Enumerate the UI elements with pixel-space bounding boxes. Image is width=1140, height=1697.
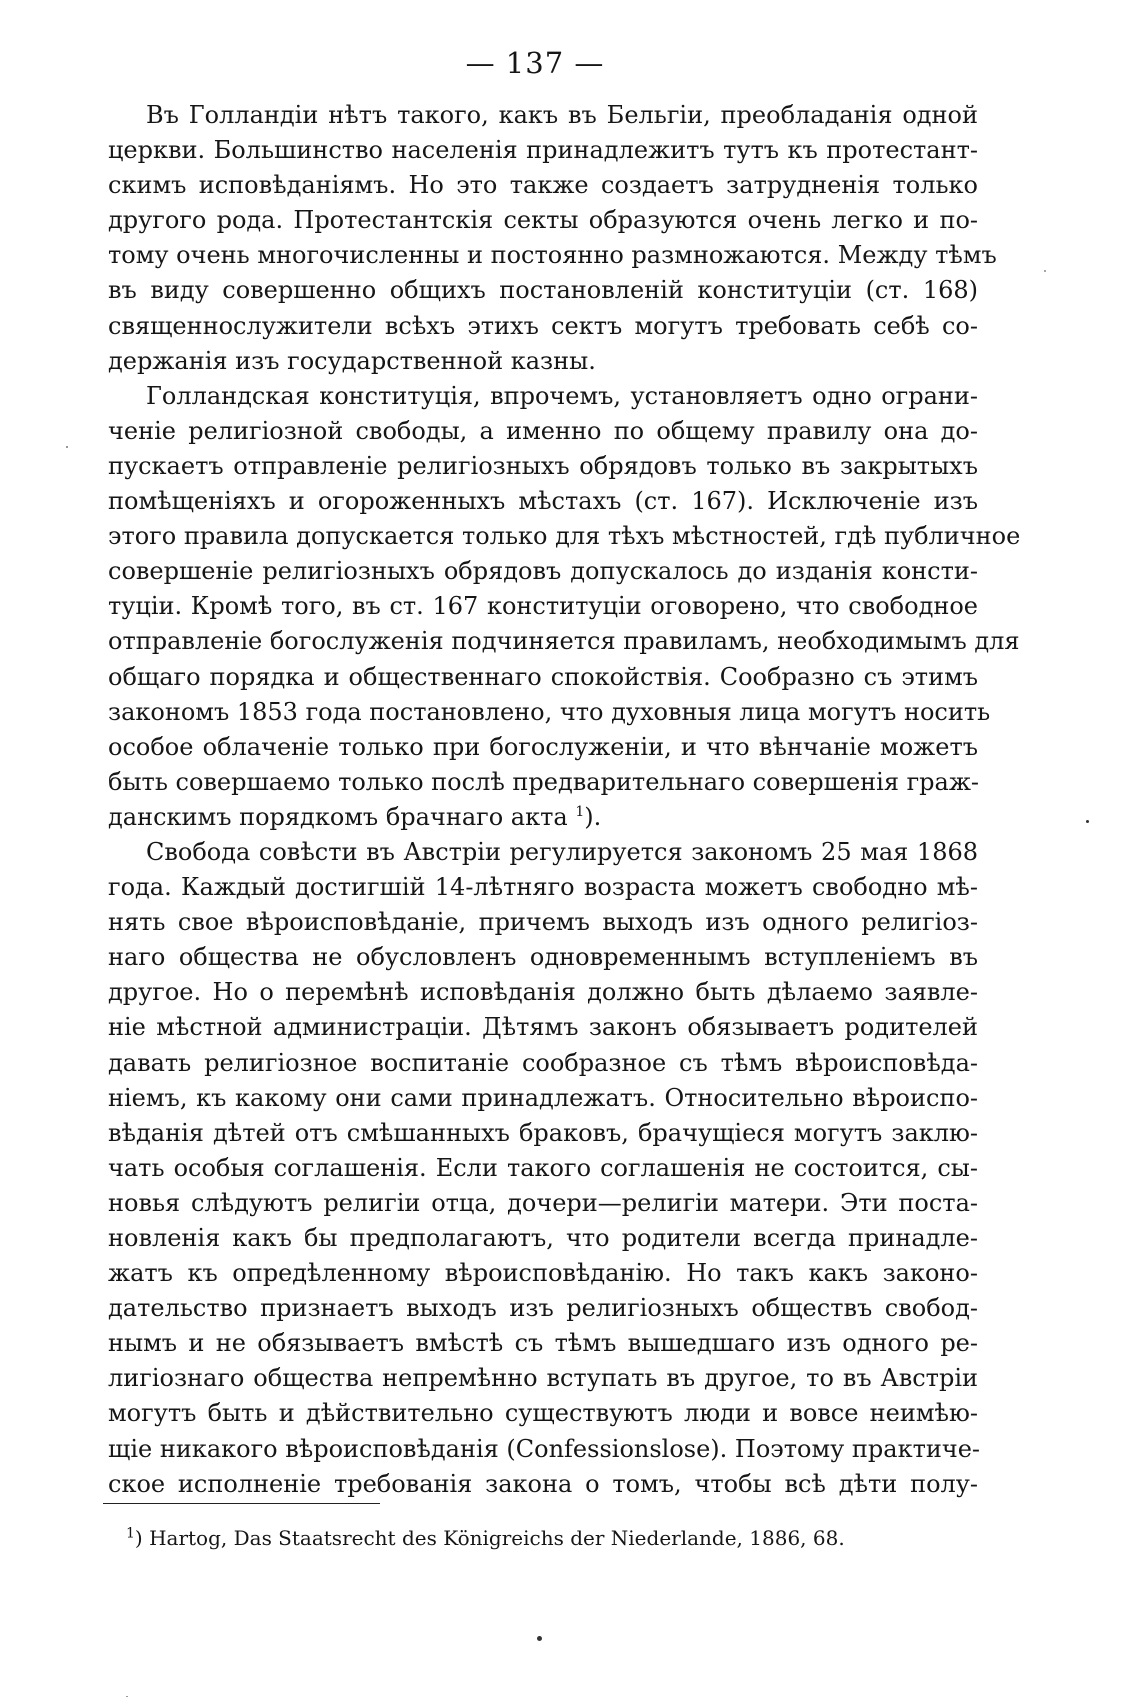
text-line: другое. Но о перемѣнѣ исповѣданія должно быть дѣлаемо заявле-	[108, 978, 978, 1007]
text-line: ніе мѣстной администраціи. Дѣтямъ законъ обязываетъ родителей	[108, 1013, 978, 1042]
text-line: другого рода. Протестантскія секты образуются очень легко и по-	[108, 206, 978, 235]
text-line: закономъ 1853 года постановлено, что духовныя лица могутъ носить	[108, 697, 991, 726]
text-line: нымъ и не обязываетъ вмѣстѣ съ тѣмъ вышедшаго изъ одного ре-	[108, 1329, 978, 1358]
text-line: новленія какъ бы предполагаютъ, что родители всегда принадле-	[108, 1224, 978, 1252]
text-line: этого правила допускается только для тѣхъ мѣстностей, гдѣ публичное	[108, 522, 1021, 551]
text-line: туціи. Кромѣ того, въ ст. 167 конституціи оговорено, что свободное	[108, 592, 978, 621]
text-line: Голландская конституція, впрочемъ, установляетъ одно ограни-	[146, 381, 978, 410]
text-line: нять свое вѣроисповѣданіе, причемъ выходъ изъ одного религіоз-	[108, 908, 978, 937]
text-line: данскимъ порядкомъ брачнаго акта	[108, 802, 568, 831]
text-line: наго общества не обусловленъ одновременнымъ вступленіемъ въ	[108, 943, 978, 972]
text-line: церкви. Большинство населенія принадлежитъ тутъ къ протестант-	[108, 136, 978, 165]
text-line: ченіе религіозной свободы, а именно по общему правилу она до-	[108, 416, 978, 445]
text-line: новья слѣдуютъ религіи отца, дочери—религіи матери. Эти поста-	[108, 1188, 978, 1217]
footnote-marker: 1	[126, 1525, 135, 1542]
text-line: дательство признаетъ выходъ изъ религіозныхъ обществъ свобод-	[108, 1294, 978, 1323]
text-line: общаго порядка и общественнаго спокойствія. Сообразно съ этимъ	[108, 662, 978, 691]
text-line: Свобода совѣсти въ Австріи регулируется закономъ 25 мая 1868	[146, 837, 978, 866]
text-line: особое облаченіе только при богослуженіи, и что вѣнчаніе можетъ	[108, 732, 978, 761]
text-line: священнослужители всѣхъ этихъ сектъ могутъ требовать себѣ со-	[108, 311, 978, 340]
text-line: жатъ къ опредѣленному вѣроисповѣданію. Но такъ какъ законо-	[108, 1259, 978, 1288]
text-line: держанія изъ государственной казны.	[108, 346, 596, 375]
text-line-with-footnote	[108, 800, 978, 835]
text-line: помѣщеніяхъ и огороженныхъ мѣстахъ (ст. 167). Исключеніе изъ	[108, 487, 978, 516]
body-text	[108, 98, 1021, 1502]
footnote-reference: 1	[575, 803, 585, 820]
text-line: ніемъ, къ какому они сами принадлежатъ. Относительно вѣроиспо-	[108, 1083, 978, 1112]
text-line: тому очень многочисленны и постоянно размножаются. Между тѣмъ	[108, 241, 997, 270]
text-line: лигіознаго общества непремѣнно вступать въ другое, то въ Австріи	[108, 1364, 978, 1393]
footnote-divider	[103, 1503, 380, 1504]
scan-speck	[537, 1636, 542, 1641]
scan-speck	[1044, 270, 1046, 272]
text-line: года. Каждый достигшій 14-лѣтняго возраста можетъ свободно мѣ-	[108, 873, 978, 902]
text-line: ское исполненіе требованія закона о томъ, чтобы всѣ дѣти полу-	[108, 1469, 978, 1498]
text-line: вѣданія дѣтей отъ смѣшанныхъ браковъ, брачущіеся могутъ заклю-	[108, 1118, 978, 1147]
text-line: чать особыя соглашенія. Если такого соглашенія не состоится, сы-	[108, 1153, 978, 1182]
text-line: пускаетъ отправленіе религіозныхъ обрядовъ только въ закрытыхъ	[108, 451, 978, 480]
scan-speck	[66, 446, 68, 448]
page-number: — 137 —	[465, 46, 605, 80]
text-line: въ виду совершенно общихъ постановленій конституціи (ст. 168)	[108, 276, 978, 305]
text-line-end: ).	[584, 802, 602, 831]
scan-speck	[1086, 820, 1089, 823]
text-line: отправленіе богослуженія подчиняется правиламъ, необходимымъ для	[108, 627, 1020, 656]
text-line: давать религіозное воспитаніе сообразное съ тѣмъ вѣроисповѣда-	[108, 1048, 978, 1077]
text-line: щіе никакого вѣроисповѣданія (Confessionslose). Поэтому практиче-	[108, 1434, 981, 1463]
text-line: совершеніе религіозныхъ обрядовъ допускалось до изданія консти-	[108, 557, 978, 586]
text-line: Въ Голландіи нѣтъ такого, какъ въ Бельгіи, преобладанія одной	[146, 101, 978, 129]
footnote-text: ) Hartog, Das Staatsrecht des Königreichs der Niederlande, 1886, 68.	[134, 1526, 845, 1550]
text-line: могутъ быть и дѣйствительно существуютъ люди и вовсе неимѣю-	[108, 1399, 978, 1428]
text-line: скимъ исповѣданіямъ. Но это также создаетъ затрудненія только	[108, 171, 978, 200]
footnote	[126, 1523, 946, 1553]
text-line: быть совершаемо только послѣ предварительнаго совершенія граж-	[108, 767, 980, 796]
